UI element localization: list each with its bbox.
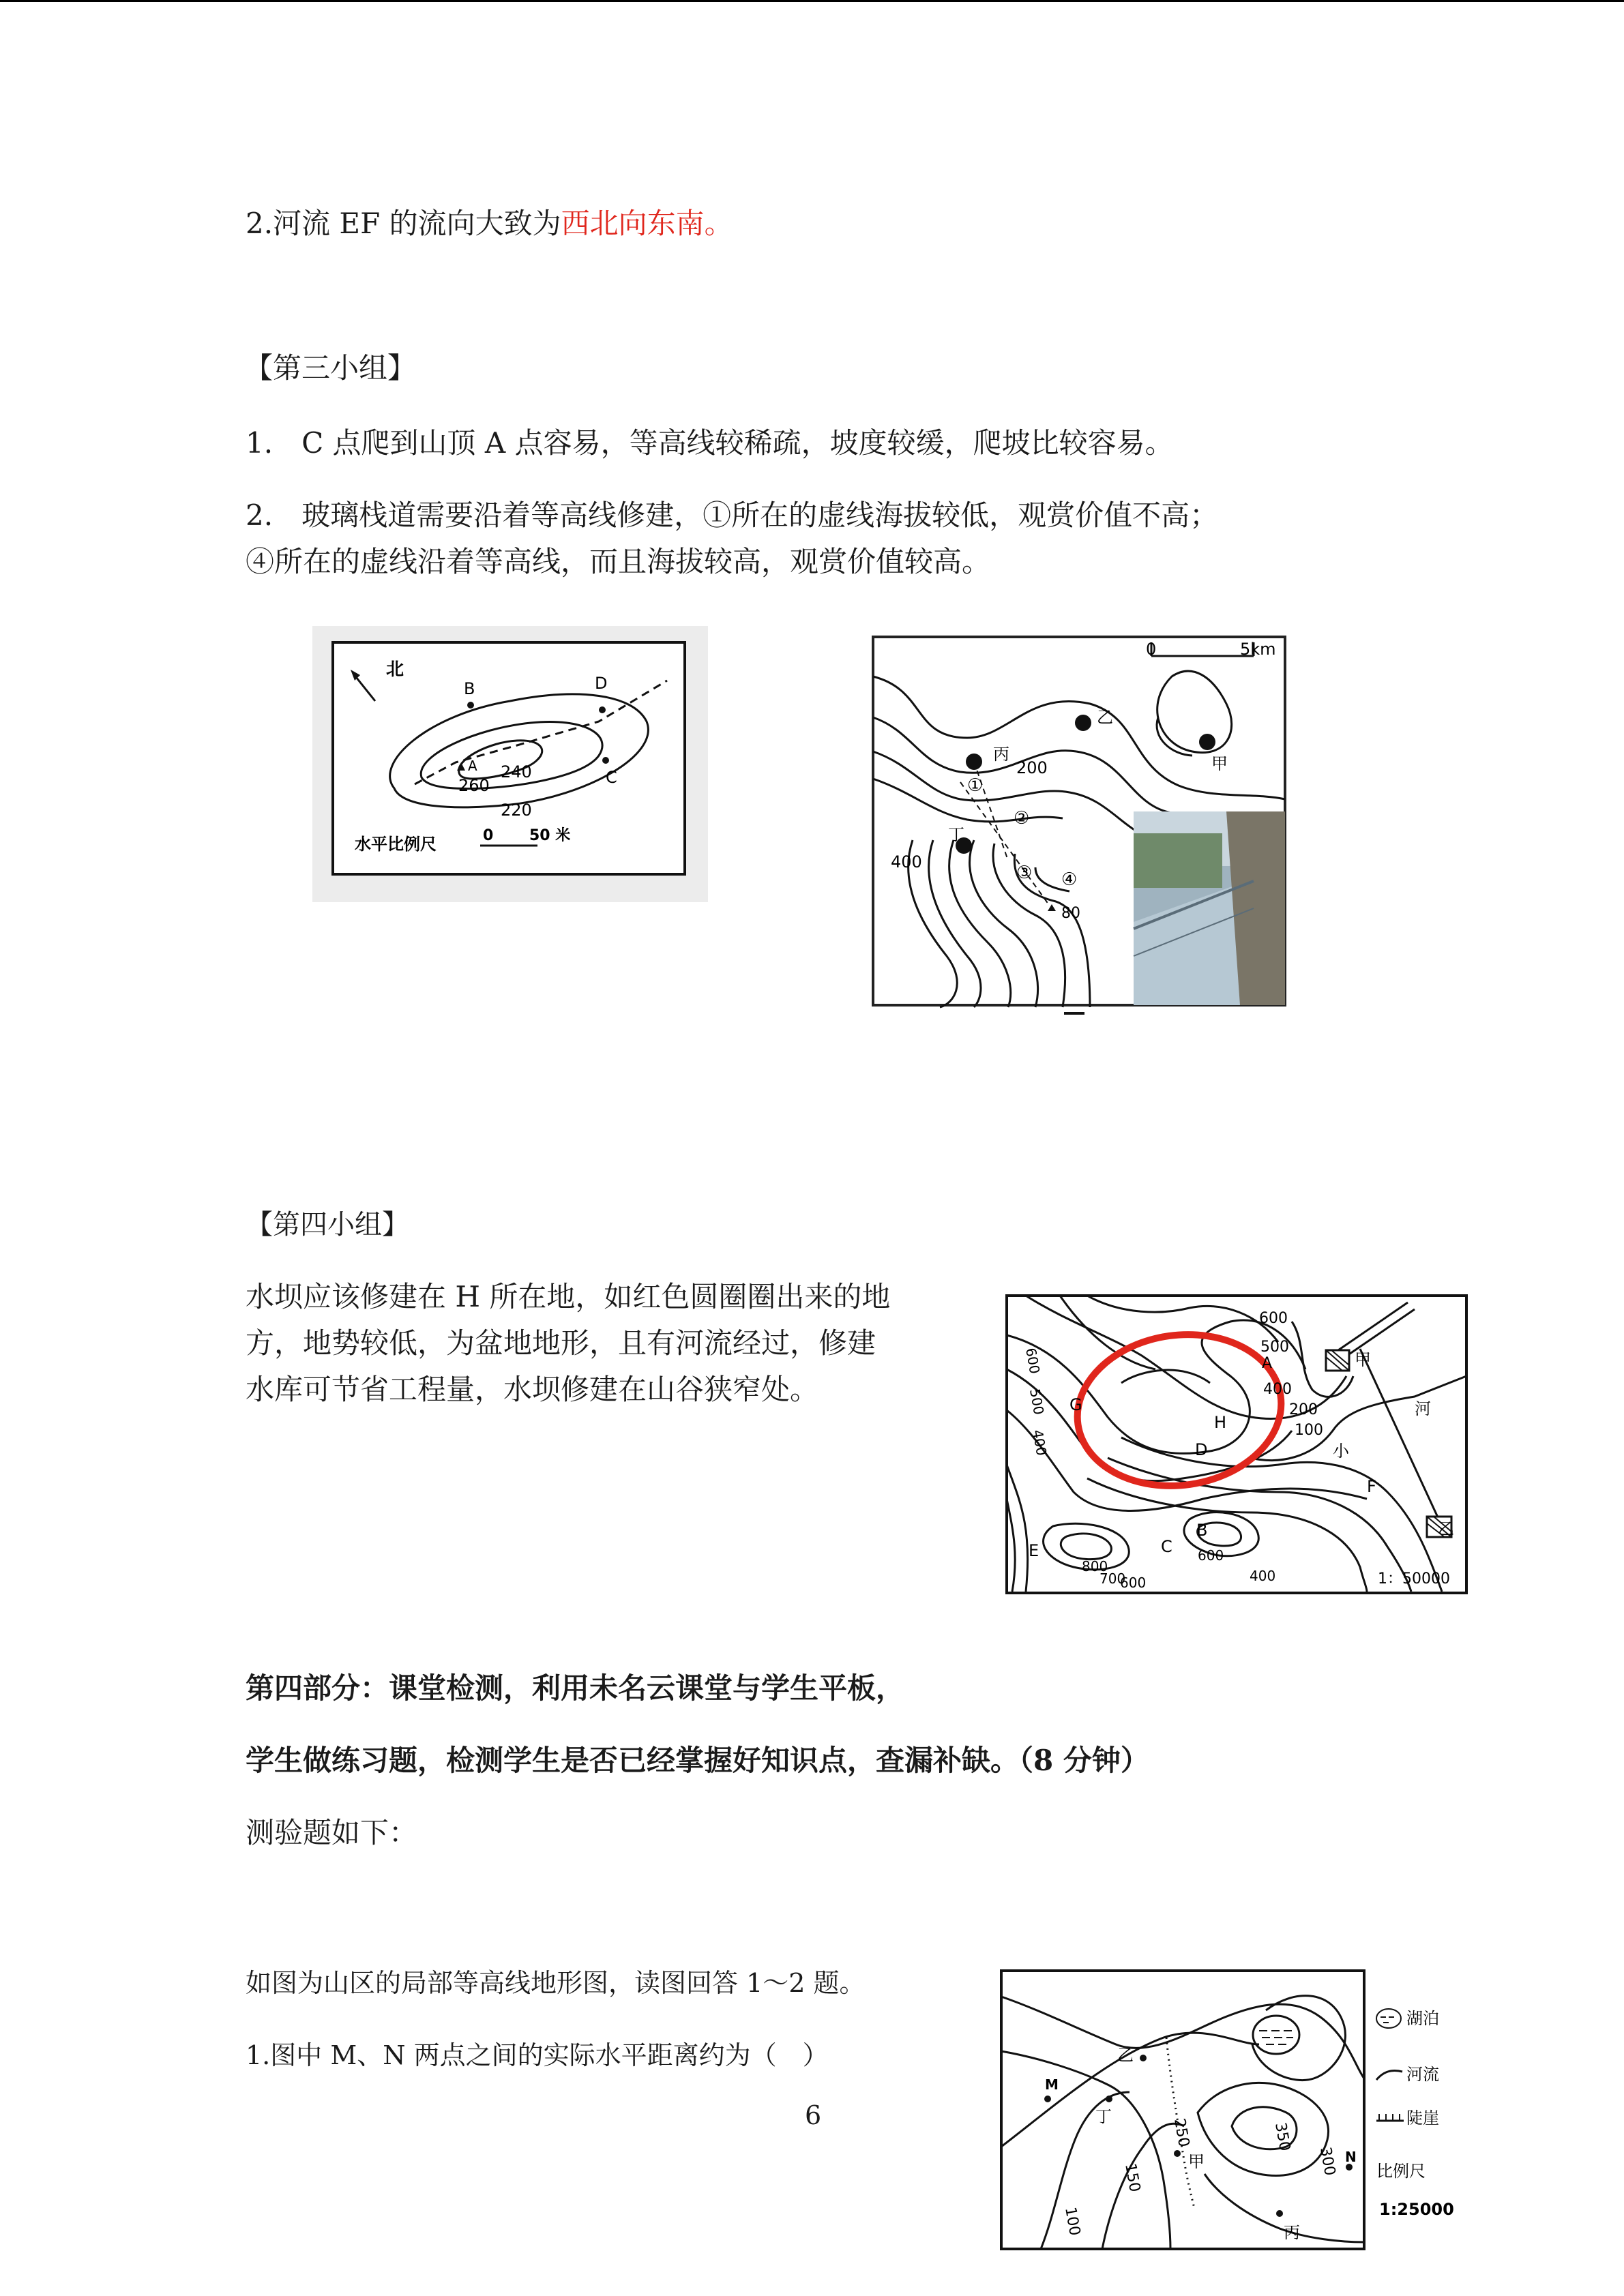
quiz-question-1: 1.图中 M、N 两点之间的实际水平距离约为（ ） [246,2040,829,2070]
route-marker-1: ① [967,775,984,796]
answer-text: 西北向东南。 [561,207,733,240]
contour-map-figure-2 [872,636,1288,1009]
map-scale: 1：50000 [1378,1570,1450,1587]
place-jia: 甲 [1355,1350,1371,1369]
route-marker-2: ② [1014,808,1030,829]
contour-100: 100 [1295,1422,1323,1439]
contour-150: 150 [1121,2162,1144,2194]
summit-a-label: A [468,758,477,774]
quiz-lead: 测验题如下： [246,1816,418,1849]
contour-80: 80 [1061,905,1080,922]
place-yi: 乙 [1438,1519,1454,1538]
north-label: 北 [386,659,404,680]
place-yi: 乙 [1097,708,1113,727]
place-jia: 甲 [1188,2152,1205,2171]
contour-800: 800 [1082,1558,1108,1575]
contour-220-label: 220 [501,801,532,820]
contour-250: 250 [1170,2117,1193,2149]
contour-200: 200 [1016,758,1048,777]
scale-label: 水平比例尺 [355,835,437,854]
place-bing: 丙 [1284,2223,1300,2242]
point-b-label: B [464,679,475,698]
contour-500-left: 500 [1027,1387,1048,1416]
contour-350: 350 [1271,2121,1294,2153]
point-h-label: H [1214,1413,1227,1432]
point-n-label: N [1345,2149,1357,2165]
point-e-label: E [1029,1541,1039,1560]
group3-heading: 【第三小组】 [244,351,417,385]
point-a-label: A [1262,1355,1273,1372]
contour-100: 100 [1061,2205,1084,2237]
contour-600-left: 600 [1022,1346,1044,1375]
contour-map-figure-4 [1000,1969,1471,2250]
contour-300: 300 [1316,2145,1339,2177]
contour-400-b: 400 [1250,1568,1276,1584]
river-label-he: 河 [1415,1399,1431,1418]
place-ding: 丁 [948,825,964,844]
group4-line1: 水坝应该修建在 H 所在地，如红色圆圈圈出来的地 [246,1280,891,1313]
part4-heading-line2: 学生做练习题，检测学生是否已经掌握好知识点，查漏补缺。（8 分钟） [246,1744,1149,1777]
river-direction-line [246,202,733,245]
contour-600-b: 600 [1120,1575,1147,1591]
point-b-label: B [1196,1521,1208,1540]
legend-cliff: 陡崖 [1406,2108,1439,2128]
contour-400: 400 [891,852,922,871]
contour-200: 200 [1289,1401,1318,1418]
point-d-label: D [1195,1440,1208,1459]
contour-600: 600 [1259,1310,1288,1327]
point-m-label: M [1045,2076,1059,2093]
contour-500: 500 [1260,1339,1289,1356]
contour-600-c: 600 [1198,1547,1224,1564]
contour-700: 700 [1099,1570,1126,1587]
point-c-label: C [1161,1537,1172,1556]
place-jia: 甲 [1211,754,1228,773]
point-c-label: C [606,768,617,787]
contour-map-figure-3 [1005,1294,1468,1594]
group4-heading: 【第四小组】 [246,1209,409,1240]
group4-line3: 水库可节省工程量，水坝修建在山谷狭窄处。 [246,1373,819,1406]
group3-item2b: ④所在的虚线沿着等高线，而且海拔较高，观赏价值较高。 [246,545,991,578]
route-marker-3: ③ [1016,863,1033,883]
page-number: 6 [805,2100,822,2130]
point-d-label: D [595,674,608,693]
figure-caption-mark [1064,1012,1084,1015]
contour-400-left: 400 [1029,1428,1050,1457]
scale-5km: 5km [1240,640,1276,659]
point-g-label: G [1069,1395,1082,1414]
legend-lake: 湖泊 [1406,2009,1439,2028]
scale-zero: 0 [1146,640,1157,659]
contour-260-label: 260 [458,776,490,795]
group3-item1: 1. C 点爬到山顶 A 点容易，等高线较稀疏，坡度较缓，爬坡比较容易。 [246,426,1174,460]
contour-240-label: 240 [501,762,532,781]
quiz-intro: 如图为山区的局部等高线地形图，读图回答 1～2 题。 [246,1968,866,1998]
legend-scale-ratio: 1:25000 [1379,2200,1454,2219]
group3-item2a: 2. 玻璃栈道需要沿着等高线修建，①所在的虚线海拔较低，观赏价值不高； [246,498,1219,532]
route-marker-4: ④ [1061,869,1078,890]
place-ding: 丁 [1095,2107,1112,2126]
legend-river: 河流 [1406,2065,1439,2084]
top-border [0,0,1624,2]
contour-map-figure-1 [312,626,708,902]
contour-400: 400 [1263,1381,1292,1398]
river-label-xiao: 小 [1333,1442,1349,1461]
place-bing: 丙 [993,745,1009,764]
scale-zero: 0 [483,827,494,844]
group4-line2: 方，地势较低，为盆地地形，且有河流经过，修建 [246,1326,876,1360]
legend-scale-title: 比例尺 [1376,2162,1426,2181]
part4-heading-line1: 第四部分：课堂检测，利用未名云课堂与学生平板， [246,1671,905,1705]
point-f-label: F [1367,1477,1376,1496]
place-yi: 乙 [1117,2046,1134,2065]
scale-50: 50 米 [529,827,571,844]
question-text: 2.河流 EF 的流向大致为 [246,207,561,240]
